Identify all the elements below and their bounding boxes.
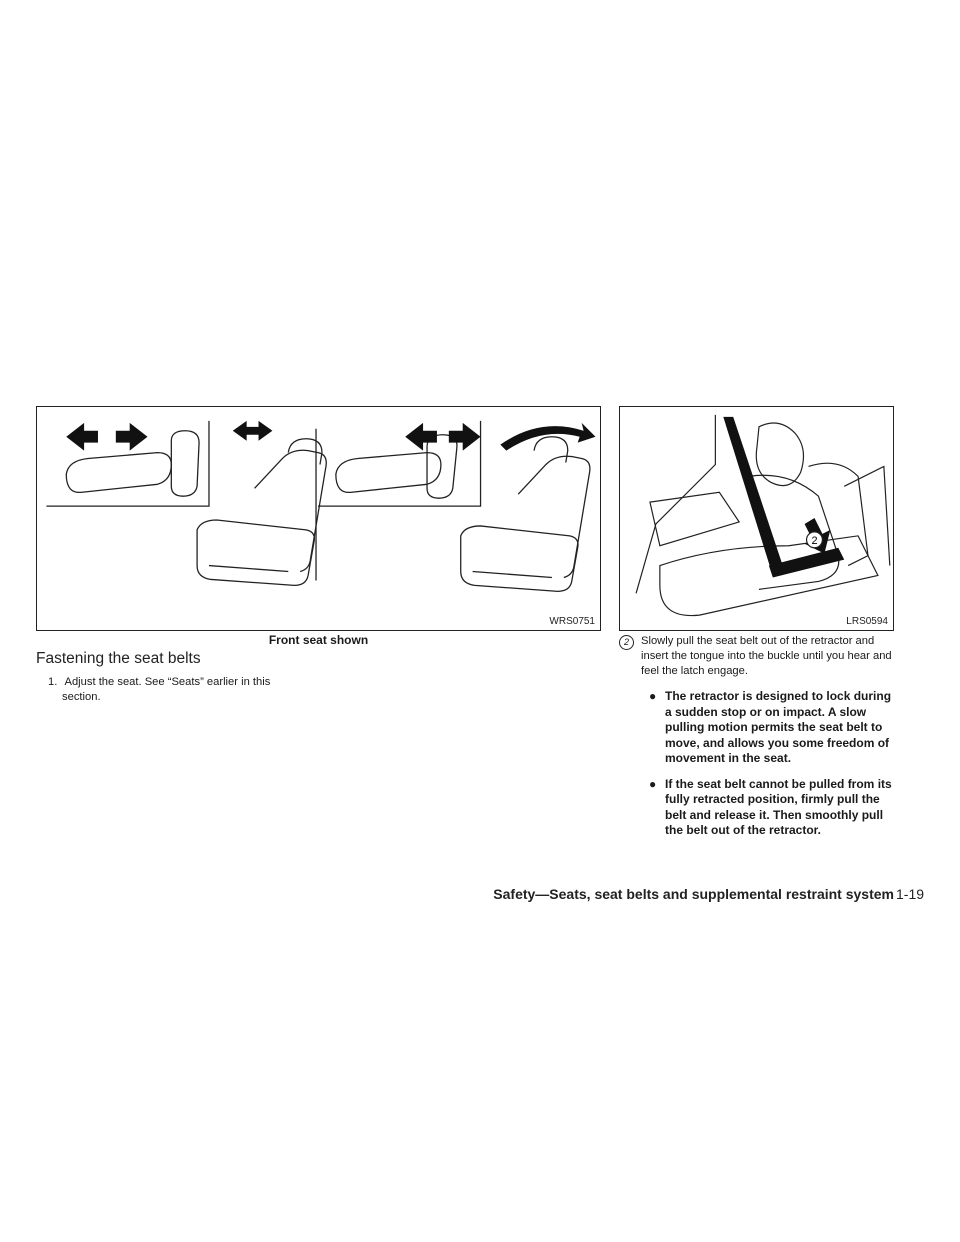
footer-title: Safety—Seats, seat belts and supplemental restraint system: [493, 886, 894, 902]
seat-belt-figure: [619, 406, 894, 631]
figure-code-left: WRS0751: [549, 616, 595, 627]
callout-number: 2: [811, 534, 818, 547]
bullet-item: [619, 777, 894, 839]
seat-adjustment-figure: [36, 406, 601, 631]
seat-adjustment-illustration: [37, 407, 600, 630]
door-panel: [650, 492, 739, 546]
step-2-text: Slowly pull the seat belt out of the retractor and insert the tongue into the buckle until you hear and feel the latch engage.: [641, 635, 892, 677]
step-1-line2: section.: [62, 691, 101, 703]
warning-bullets: [619, 689, 894, 839]
right-column: [619, 634, 894, 849]
bullet-item: [619, 689, 894, 767]
step-1-line1: Adjust the seat. See “Seats” earlier in this: [64, 676, 271, 688]
step-2: [619, 634, 894, 679]
bullet-text: The retractor is designed to lock during a sudden stop or on impact. A slow pulling motion permits the seat belt to move, and allows you some freedom of movement in the seat.: [665, 689, 892, 765]
seat-belt-illustration: [620, 407, 893, 630]
figure-caption: Front seat shown: [268, 633, 369, 647]
section-title: Fastening the seat belts: [36, 650, 201, 667]
figure-code-right: LRS0594: [846, 616, 888, 627]
bullet-text: If the seat belt cannot be pulled from its fully retracted position, firmly pull the belt and release it. Then smoothly pull the belt out of the retractor.: [665, 776, 892, 837]
bullet-dot-icon: ●: [649, 689, 657, 703]
step-1-number: 1.: [48, 676, 58, 688]
step-1: [48, 675, 318, 705]
seatback-sketch: [171, 431, 199, 496]
page-number: 1-19: [896, 886, 925, 902]
step-2-number-icon: 2: [619, 635, 634, 650]
cushion-sketch: [66, 453, 171, 493]
door-frame-line: [636, 415, 715, 593]
bullet-dot-icon: ●: [649, 776, 657, 791]
